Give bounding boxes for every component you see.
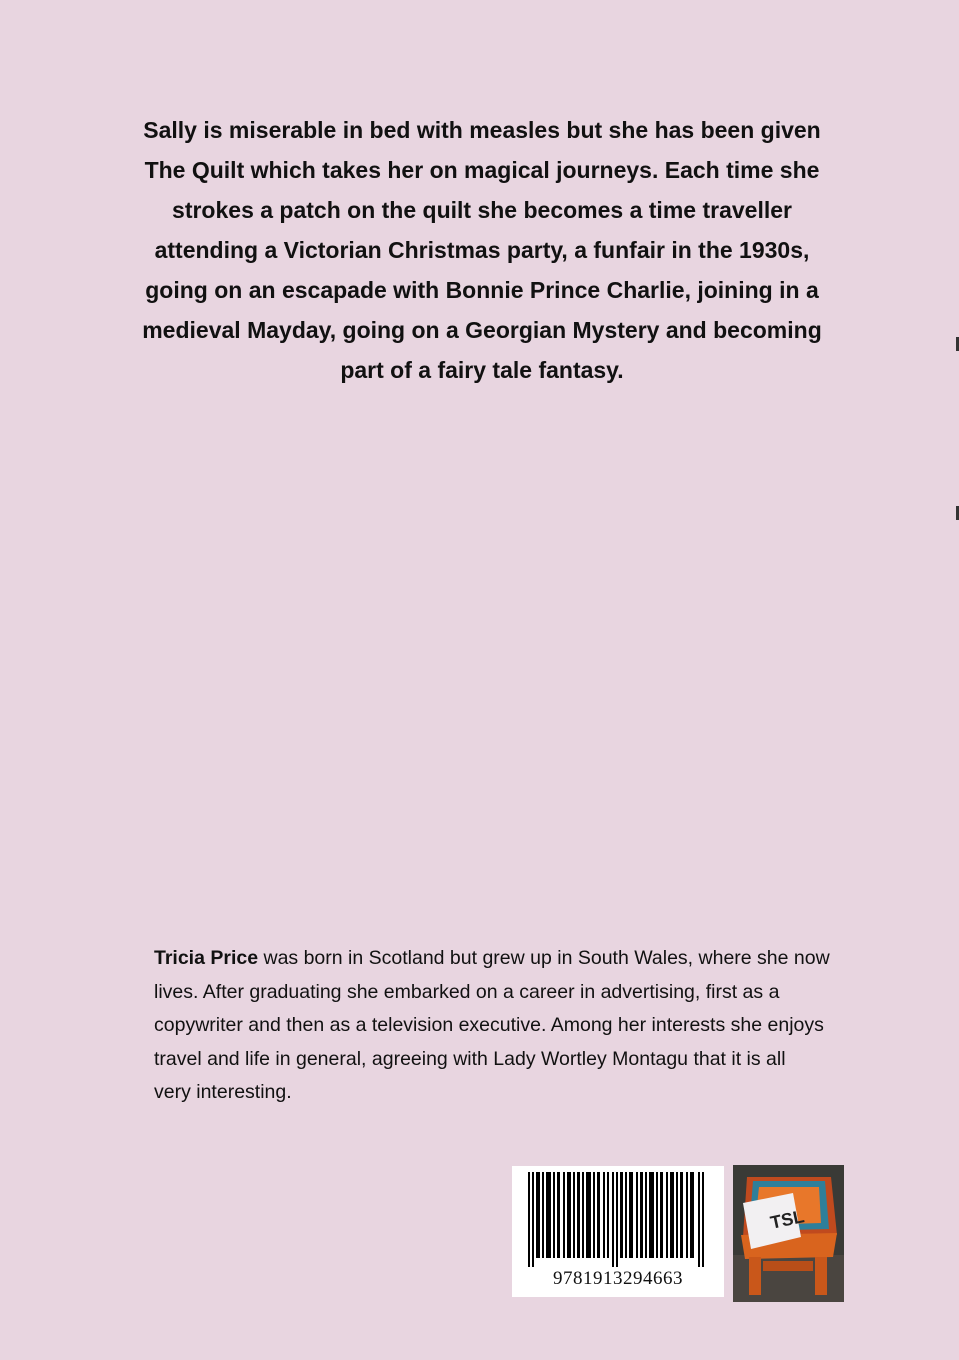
bio-line: travel and life in general, agreeing with Lady Wortley Montagu that it is all: [154, 1047, 786, 1070]
blurb-line: part of a fairy tale fantasy.: [340, 357, 624, 383]
blurb-line: medieval Mayday, going on a Georgian Mystery and becoming: [142, 317, 822, 343]
publisher-logo-image: [733, 1165, 844, 1302]
blurb-line: The Quilt which takes her on magical journeys. Each time she: [144, 157, 820, 183]
bio-line: very interesting.: [154, 1081, 292, 1103]
barcode-bars: [526, 1172, 710, 1267]
bio-line: lives. After graduating she embarked on a career in advertising, first as a: [154, 980, 780, 1003]
blurb-line: going on an escapade with Bonnie Prince Charlie, joining in a: [145, 277, 819, 303]
isbn-barcode: [512, 1166, 724, 1297]
blurb-line: strokes a patch on the quilt she becomes a time traveller: [172, 197, 792, 223]
back-cover-blurb: [110, 110, 854, 390]
isbn-number: 9781913294663: [553, 1268, 683, 1289]
bio-line: [154, 942, 884, 976]
blurb-line: Sally is miserable in bed with measles but she has been given: [143, 117, 821, 143]
author-name: Tricia Price: [154, 947, 259, 969]
bio-line: copywriter and then as a television executive. Among her interests she enjoys: [154, 1014, 824, 1036]
blurb-line: attending a Victorian Christmas party, a funfair in the 1930s,: [154, 237, 810, 263]
author-bio: [154, 942, 884, 1110]
publisher-logo-text: TSL: [768, 1206, 806, 1233]
bio-text: was born in Scotland but grew up in South Wales, where she now: [258, 947, 830, 969]
